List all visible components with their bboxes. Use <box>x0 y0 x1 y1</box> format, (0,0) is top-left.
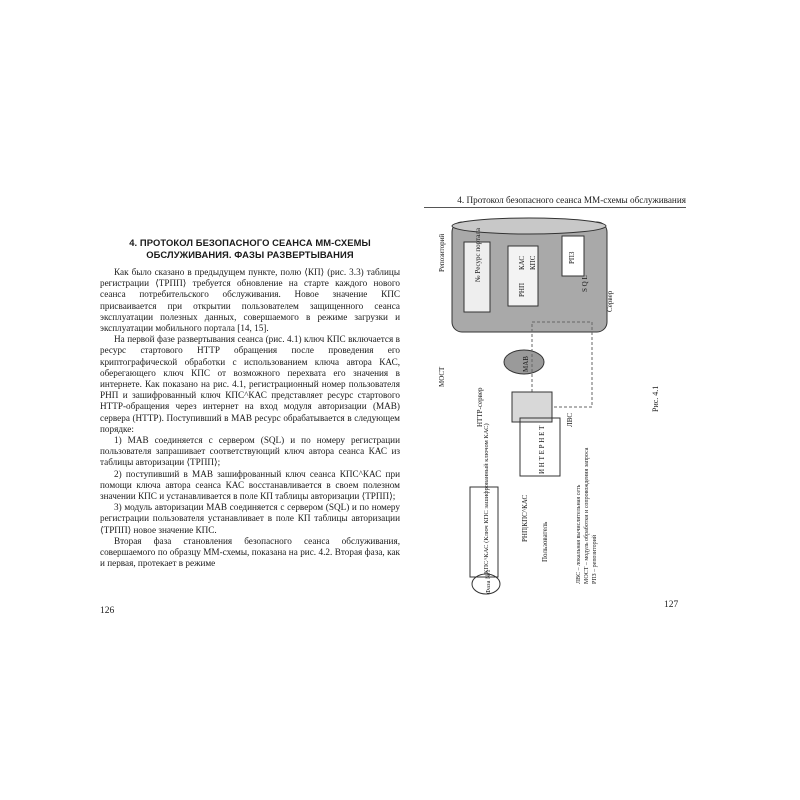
lvs-label: ЛВС <box>566 412 574 427</box>
footnote-most: МОСТ – модуль обработки и сопровождения запроса <box>584 447 590 584</box>
sql-label: S Q L <box>581 275 589 292</box>
figure-4-1 <box>412 212 682 597</box>
phase-label: Фаза №1 <box>485 569 492 594</box>
running-head: 4. Протокол безопасного сеанса ММ-схемы обслуживания <box>424 195 686 208</box>
repository-label: Репозиторий <box>438 233 446 272</box>
left-page <box>100 225 400 620</box>
footnote-lvs: ЛВС – локальная вычислительная сеть <box>576 484 582 584</box>
user-key-label: РНП|КПС^КАС <box>521 494 529 542</box>
rnp-label: РНП <box>518 282 526 297</box>
kas-label: КАС <box>518 255 526 270</box>
kps-label: КПС <box>529 255 537 270</box>
title-line-2: ОБСЛУЖИВАНИЯ. ФАЗЫ РАЗВЕРТЫВАНИЯ <box>146 249 354 260</box>
paragraph-2: На первой фазе развертывания сеанса (рис. 4.1) ключ КПС включается в ресурс стартового HTTP обращения после проведения его криптографической обработки с использованием ключа автора КАС, оберегающего ключ КПС от возможного перехвата его значения в интернете. Как показано на рис. 4.1, регистрационный номер пользователя РНП и зашифрованный ключ КПС^КАС представляет ресурс стартового HTTP-обращения через интернет на вход модуля авторизации (МАВ) сервера (HTTP). Поступивший в МАВ ресурс обрабатывается в следующем порядке: <box>100 334 400 434</box>
server-label: Сервер <box>606 290 614 312</box>
figure-diagram <box>412 212 682 597</box>
rpz-label: РПЗ <box>568 251 576 264</box>
figure-caption: Рис. 4.1 <box>651 385 660 412</box>
res-portal-label: № Ресурс портала <box>474 228 482 282</box>
mav-label: МАВ <box>522 356 530 372</box>
page-number-right: 127 <box>664 600 679 610</box>
chapter-title <box>100 237 400 261</box>
paragraph-3: 1) МАВ соединяется с сервером (SQL) и по номеру регистрации пользователя запрашивает соответствующий ключ автора сеанса КАС из таблицы авторизации ⟨ТРПП⟩; <box>100 435 400 468</box>
paragraph-5: 3) модуль авторизации МАВ соединяется с сервером (SQL) и по номеру регистрации пользователя устанавливает в поле КП таблицы авторизации ⟨ТРПП⟩ новое значение КПС. <box>100 502 400 535</box>
internet-label: И Н Т Е Р Н Е Т <box>538 425 546 474</box>
http-server-label: HTTP-сервер <box>476 387 484 427</box>
paragraph-6: Вторая фаза становления безопасного сеанса обслуживания, совершаемого по образцу ММ-схемы, показана на рис. 4.2. Вторая фаза, как и первая, протекает в режиме <box>100 535 400 569</box>
title-line-1: 4. ПРОТОКОЛ БЕЗОПАСНОГО СЕАНСА ММ-СХЕМЫ <box>129 237 371 248</box>
paragraph-4: 2) поступивший в МАВ зашифрованный ключ сеанса КПС^КАС при помощи ключа автора сеанса КАС восстанавливается в своем полезном значении КПС и устанавливается в поле КП таблицы авторизации ⟨ТРПП⟩; <box>100 468 400 502</box>
user-label: Пользователь <box>541 521 549 562</box>
paragraph-1: Как было сказано в предыдущем пункте, полю ⟨КП⟩ (рис. 3.3) таблицы регистрации ⟨ТРПП⟩ требуется обновление на старте каждого нового сеанса потребительского обслуживания. Новое значение КПС присваивается при открытии пользователем защищенного сеанса эксплуатации полезных данных, совершаемого в режиме загрузки и эксплуатации мобильного портала [14, 15]. <box>100 267 400 334</box>
footnote-rpz: РПЗ – репозиторий <box>592 534 598 584</box>
most-label: МОСТ <box>438 366 446 387</box>
key-box-label: КПС^КАС (Ключ КПС зашифрованный ключом КАС) <box>483 423 490 574</box>
page-number-left: 126 <box>100 606 115 616</box>
